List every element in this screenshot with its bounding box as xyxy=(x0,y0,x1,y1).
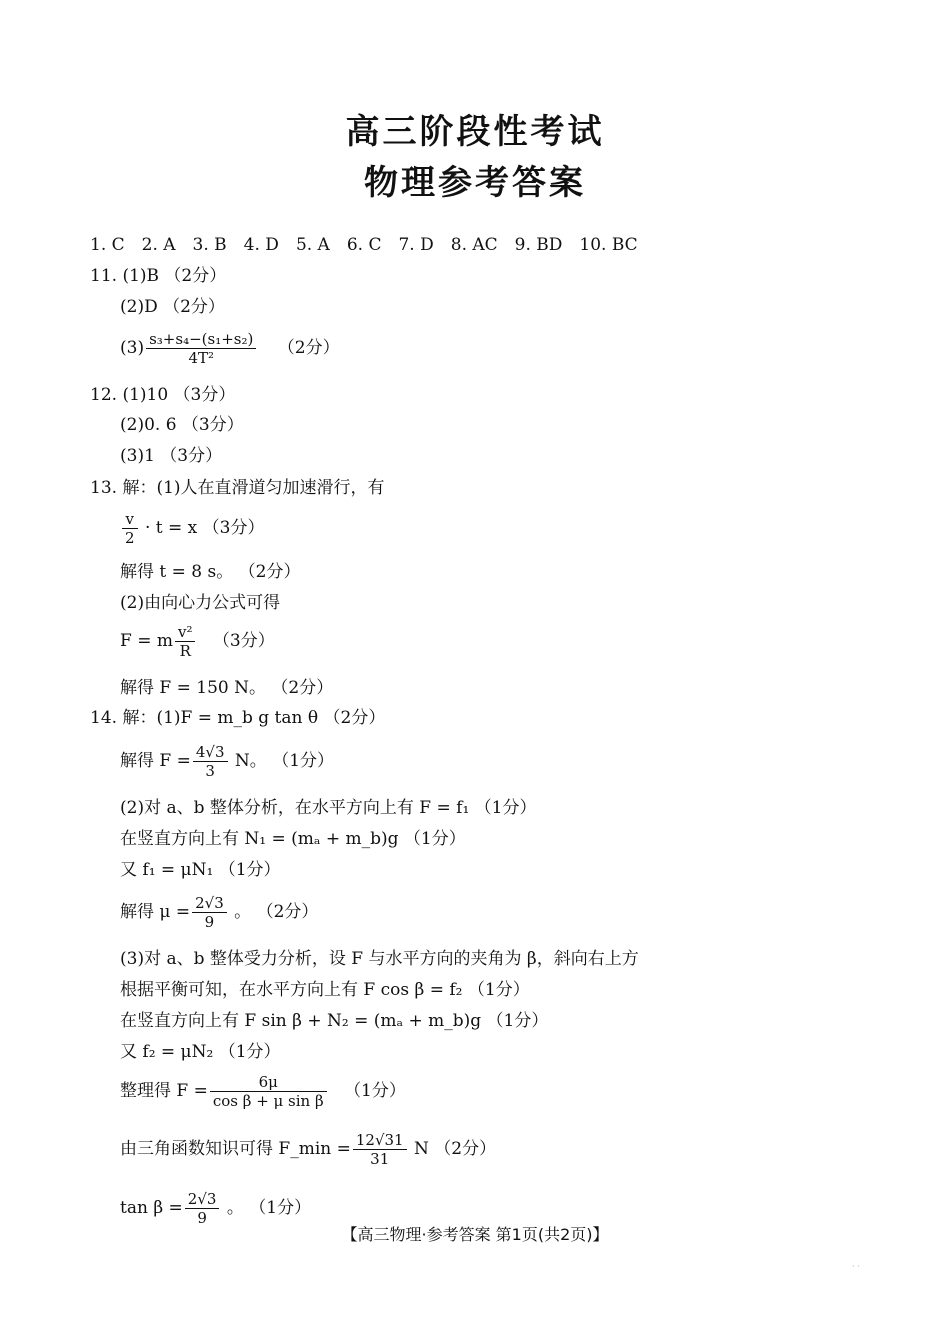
q13-equation2-lhs: F = m xyxy=(120,631,173,651)
answer-10: 10. BC xyxy=(579,235,638,255)
fraction-denominator: 9 xyxy=(204,913,215,931)
q14-part2-c: 又 f₁ = μN₁ （1分） xyxy=(120,860,281,880)
q14-result1-post: N。 （1分） xyxy=(234,751,335,771)
answer-5: 5. A xyxy=(295,235,330,255)
q14-result2-pre: 解得 μ = xyxy=(120,902,191,922)
fraction-numerator: 2√3 xyxy=(185,1190,220,1209)
q14-intro: 14. 解：(1)F = m_b g tan θ （2分） xyxy=(90,708,386,728)
answer-3: 3. B xyxy=(192,235,227,255)
q13-equation1-rest: · t = x （3分） xyxy=(144,518,265,538)
q13-equation1 xyxy=(120,510,264,547)
q14-part3-e-post: （1分） xyxy=(344,1081,406,1101)
q14-result2 xyxy=(120,894,318,931)
q14-fraction2 xyxy=(192,894,227,931)
answer-9: 9. BD xyxy=(514,235,563,255)
fraction-denominator: cos β + μ sin β xyxy=(212,1092,324,1110)
q14-part3-b: 根据平衡可知，在水平方向上有 F cos β = f₂ （1分） xyxy=(120,980,530,1000)
fraction-numerator: 2√3 xyxy=(192,894,227,913)
q13-intro: 13. 解：(1)人在直滑道匀加速滑行，有 xyxy=(90,478,385,498)
q14-result1 xyxy=(120,743,334,780)
scan-dots: · · xyxy=(852,1262,860,1271)
answer-2: 2. A xyxy=(141,235,176,255)
q13-result2: 解得 F = 150 N。 （2分） xyxy=(120,678,334,698)
q14-part3-e-pre: 整理得 F = xyxy=(120,1081,208,1101)
q14-fraction1 xyxy=(193,743,228,780)
q14-part2-b: 在竖直方向上有 N₁ = (mₐ + m_b)g （1分） xyxy=(120,829,466,849)
q14-part3-c: 在竖直方向上有 F sin β + N₂ = (mₐ + m_b)g （1分） xyxy=(120,1011,549,1031)
fraction-numerator: v xyxy=(122,510,138,529)
q13-equation2-score: （3分） xyxy=(212,631,275,651)
q13-part2: (2)由向心力公式可得 xyxy=(120,593,281,613)
q14-part3-g-post: 。 （1分） xyxy=(226,1198,312,1218)
page-title: 高三阶段性考试 xyxy=(345,112,605,152)
q11-part3-score: （2分） xyxy=(277,338,340,358)
fraction-numerator: 12√31 xyxy=(353,1131,407,1150)
fraction-denominator: 4T² xyxy=(188,349,214,367)
q11-fraction xyxy=(146,330,256,367)
answer-8: 8. AC xyxy=(450,235,498,255)
page-footer: 【高三物理·参考答案 第1页(共2页)】 xyxy=(341,1225,609,1244)
q14-part3-f-pre: 由三角函数知识可得 F_min = xyxy=(120,1139,351,1159)
q11-part3-label: (3) xyxy=(120,338,145,358)
q12-part1: 12. (1)10 （3分） xyxy=(90,385,236,405)
q13-equation2 xyxy=(120,623,275,660)
fraction-numerator: s₃+s₄−(s₁+s₂) xyxy=(146,330,256,349)
page-subtitle: 物理参考答案 xyxy=(364,163,586,203)
answer-6: 6. C xyxy=(346,235,382,255)
q14-part3-f xyxy=(120,1131,496,1168)
q14-part3-f-post: N （2分） xyxy=(414,1139,497,1159)
q13-result1: 解得 t = 8 s。 （2分） xyxy=(120,562,301,582)
q14-fraction4 xyxy=(353,1131,407,1168)
fraction-numerator: 4√3 xyxy=(193,743,228,762)
q14-fraction3 xyxy=(210,1073,327,1110)
choice-answers xyxy=(90,234,655,256)
fraction-numerator: v² xyxy=(175,623,196,642)
q11-part1: 11. (1)B （2分） xyxy=(90,266,227,286)
q13-fraction1 xyxy=(122,510,138,547)
q14-part3-d: 又 f₂ = μN₂ （1分） xyxy=(120,1042,281,1062)
answer-1: 1. C xyxy=(90,235,125,255)
fraction-denominator: 2 xyxy=(125,529,135,547)
fraction-denominator: R xyxy=(179,642,191,660)
q14-result1-pre: 解得 F = xyxy=(120,751,191,771)
fraction-denominator: 3 xyxy=(205,762,215,780)
q14-part3-g-pre: tan β = xyxy=(120,1198,183,1218)
answer-7: 7. D xyxy=(398,235,434,255)
q14-result2-post: 。 （2分） xyxy=(234,902,319,922)
fraction-numerator: 6μ xyxy=(210,1073,327,1092)
q14-part3-a: (3)对 a、b 整体受力分析，设 F 与水平方向的夹角为 β，斜向右上方 xyxy=(120,949,639,969)
q12-part2: (2)0. 6 （3分） xyxy=(120,415,244,435)
q14-part2-a: (2)对 a、b 整体分析，在水平方向上有 F = f₁ （1分） xyxy=(120,798,537,818)
answer-4: 4. D xyxy=(243,235,279,255)
q12-part3: (3)1 （3分） xyxy=(120,446,223,466)
fraction-denominator: 31 xyxy=(370,1150,390,1168)
q11-part2: (2)D （2分） xyxy=(120,297,225,317)
q14-part3-e xyxy=(120,1073,406,1110)
fraction-denominator: 9 xyxy=(197,1209,207,1227)
q13-fraction2 xyxy=(175,623,196,660)
q11-part3 xyxy=(120,330,340,367)
